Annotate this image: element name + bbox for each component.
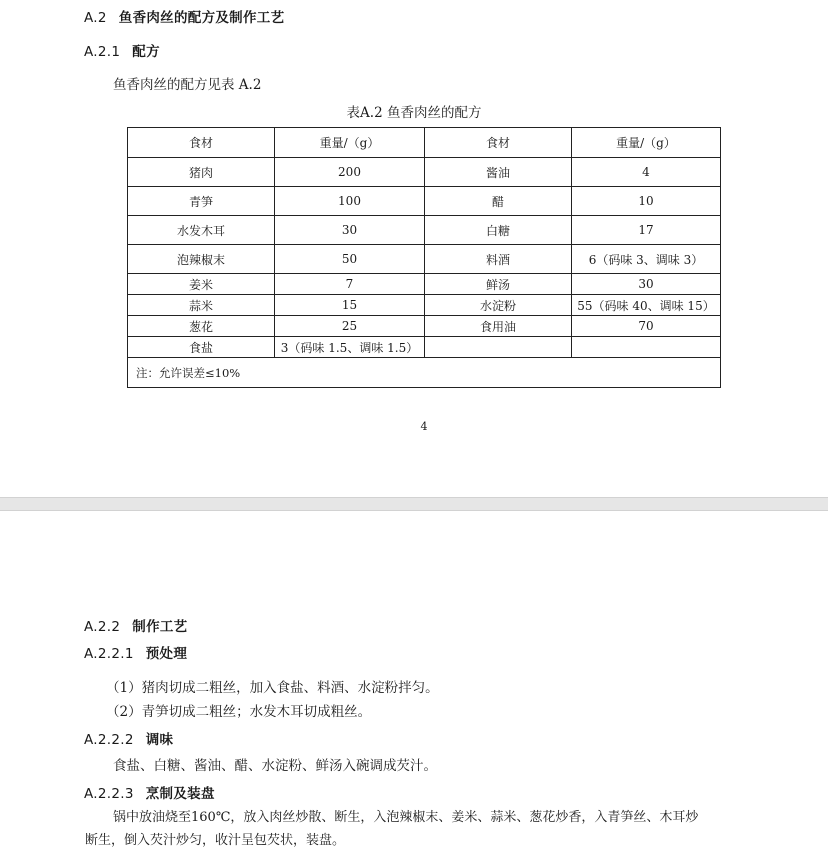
table-caption: 表A.2 鱼香肉丝的配方 <box>346 105 482 121</box>
section-heading-a21 <box>84 40 160 60</box>
table-row <box>128 316 721 337</box>
section-title: 制作工艺 <box>132 619 188 635</box>
table-note: 注：允许误差≤10% <box>128 358 721 388</box>
table-cell: 白糖 <box>425 216 572 245</box>
table-cell: 姜米 <box>128 274 275 295</box>
table-cell: 25 <box>275 316 425 337</box>
section-heading-a222 <box>84 728 173 748</box>
table-cell: 料酒 <box>425 245 572 274</box>
table-cell: 55（码味 40、调味 15） <box>572 295 721 316</box>
cooking-text-line: 锅中放油烧至160℃，放入肉丝炒散、断生，入泡辣椒末、姜米、蒜米、葱花炒香，入青笋丝、木耳炒 <box>113 810 699 825</box>
section-number: A.2.2.3 <box>84 786 134 802</box>
seasoning-text: 食盐、白糖、酱油、醋、水淀粉、鲜汤入碗调成芡汁。 <box>113 758 437 774</box>
section-number: A.2.2.2 <box>84 732 134 748</box>
prep-step: （1）猪肉切成二粗丝，加入食盐、料酒、水淀粉拌匀。 <box>106 680 439 696</box>
table-cell: 醋 <box>425 187 572 216</box>
table-cell: 食盐 <box>128 337 275 358</box>
intro-text: 鱼香肉丝的配方见表 A.2 <box>113 77 262 93</box>
table-cell: 青笋 <box>128 187 275 216</box>
table-cell: 3（码味 1.5、调味 1.5） <box>275 337 425 358</box>
table-row <box>128 274 721 295</box>
table-cell: 水发木耳 <box>128 216 275 245</box>
table-cell: 10 <box>572 187 721 216</box>
table-cell: 17 <box>572 216 721 245</box>
table-row <box>128 187 721 216</box>
table-cell: 7 <box>275 274 425 295</box>
cooking-text-line: 断生，倒入芡汁炒匀，收汁呈包芡状，装盘。 <box>85 833 346 848</box>
table-cell: 30 <box>275 216 425 245</box>
table-row <box>128 245 721 274</box>
recipe-table <box>127 127 721 388</box>
header-cell: 重量/（g） <box>572 128 721 158</box>
table-cell: 200 <box>275 158 425 187</box>
table-cell: 酱油 <box>425 158 572 187</box>
prep-step: （2）青笋切成二粗丝；水发木耳切成粗丝。 <box>106 704 372 720</box>
table-cell: 15 <box>275 295 425 316</box>
table-cell: 100 <box>275 187 425 216</box>
table-cell <box>425 337 572 358</box>
table-cell: 鲜汤 <box>425 274 572 295</box>
table-cell: 70 <box>572 316 721 337</box>
table-cell: 4 <box>572 158 721 187</box>
table-note-row <box>128 358 721 388</box>
table-cell <box>572 337 721 358</box>
page-break <box>0 497 828 511</box>
table-cell: 泡辣椒末 <box>128 245 275 274</box>
section-heading-a223 <box>84 782 215 802</box>
table-row <box>128 158 721 187</box>
section-heading-a22 <box>84 615 187 635</box>
section-number: A.2.2 <box>84 619 121 635</box>
header-cell: 食材 <box>128 128 275 158</box>
table-cell: 食用油 <box>425 316 572 337</box>
table-cell: 猪肉 <box>128 158 275 187</box>
section-number: A.2 <box>84 10 107 26</box>
header-cell: 重量/（g） <box>275 128 425 158</box>
table-cell: 50 <box>275 245 425 274</box>
section-title: 调味 <box>145 732 174 748</box>
section-heading-a221 <box>84 642 187 662</box>
section-title: 鱼香肉丝的配方及制作工艺 <box>118 10 285 26</box>
section-title: 预处理 <box>145 646 188 662</box>
section-title: 烹制及装盘 <box>145 786 215 802</box>
table-cell: 水淀粉 <box>425 295 572 316</box>
table-header-row <box>128 128 721 158</box>
table-cell: 蒜米 <box>128 295 275 316</box>
section-heading-a2 <box>84 6 284 26</box>
header-cell: 食材 <box>425 128 572 158</box>
table-row <box>128 295 721 316</box>
section-number: A.2.1 <box>84 44 121 60</box>
table-row <box>128 337 721 358</box>
section-number: A.2.2.1 <box>84 646 134 662</box>
section-title: 配方 <box>132 44 160 60</box>
table-cell: 6（码味 3、调味 3） <box>572 245 721 274</box>
table-row <box>128 216 721 245</box>
page-number: 4 <box>420 420 428 433</box>
table-cell: 30 <box>572 274 721 295</box>
table-cell: 葱花 <box>128 316 275 337</box>
